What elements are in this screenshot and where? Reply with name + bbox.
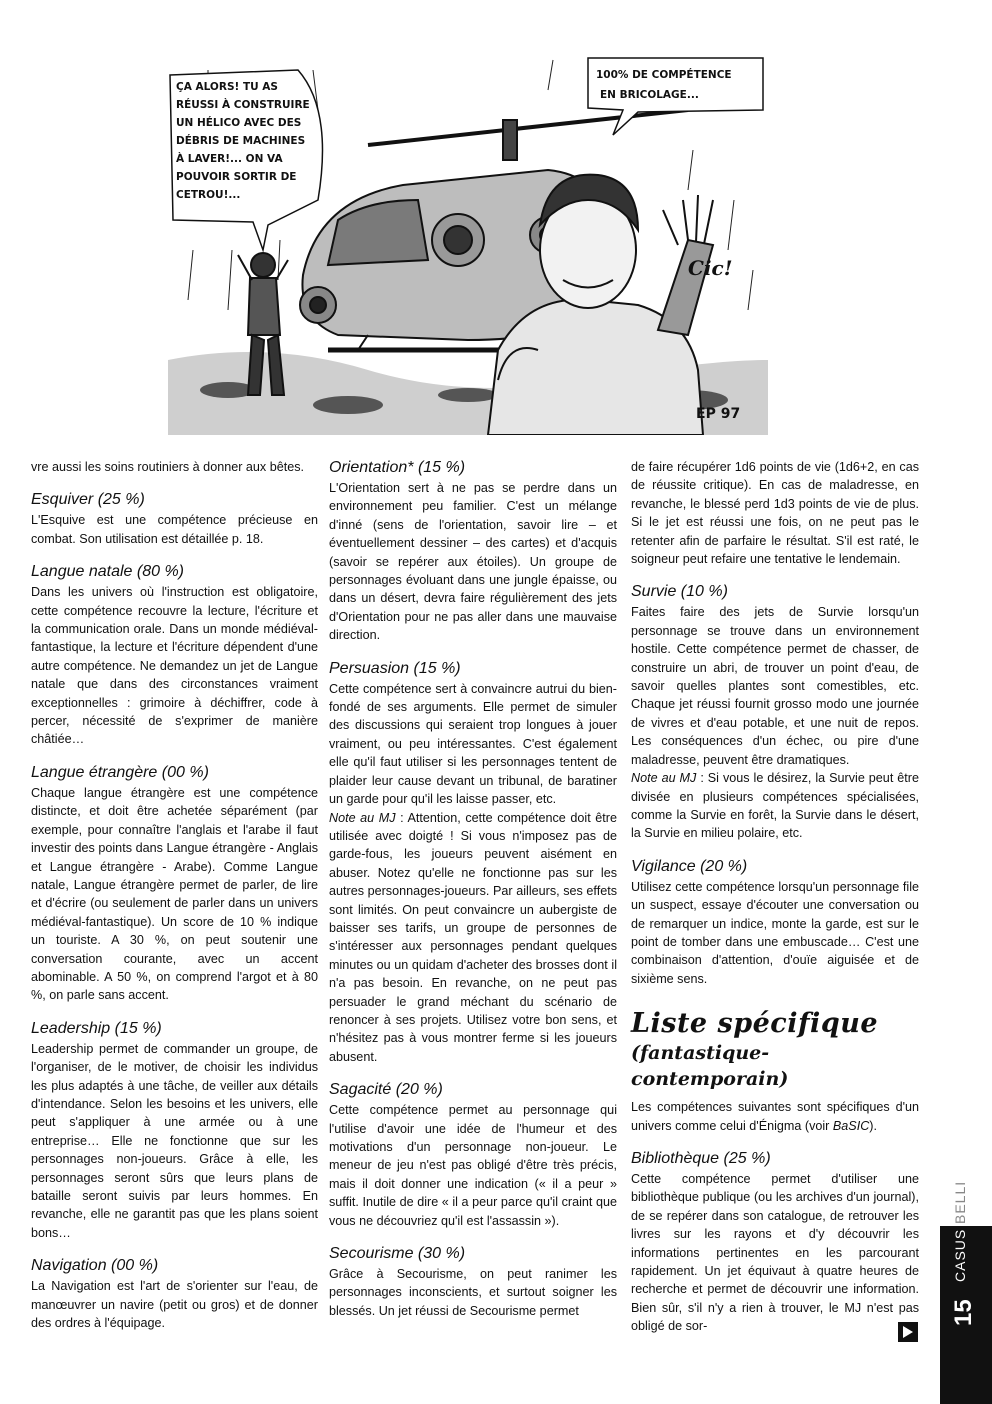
paragraph: Cette compétence permet au personnage qui l'utilise d'avoir une idée de l'humeur et des motivations d'un personnage non-joueur. Le meneur de jeu n'est pas obligé d'être très précis, mais il doit donner une indication (« il a peur » suffit. Inutile de dire « il a peur parce qu'il craint que vous ne découvriez qu'il est l'assassin »). [329,1103,617,1228]
section-heading: Orientation* (15 %) [329,459,466,476]
section-heading: Persuasion (15 %) [329,659,461,677]
paragraph: de faire récupérer 1d6 points de vie (1d6+2, en cas de réussite critique). En cas de maladresse, en revanche, le blessé perd 1d3 points de vie de plus. Si le jet est réussi une fois, on ne peut pas le retenter afin de parfaire le résultat. S'il est raté, le soigneur peut refaire une tentative le lendemain. [631,460,919,567]
bubble-right-line: EN BRICOLAGE... [600,89,699,101]
section-heading: Vigilance (20 %) [631,857,748,875]
gm-note-label: Note au MJ [631,771,697,786]
section-heading: Bibliothèque (25 %) [631,1149,771,1167]
sound-effect-text: Cic! [688,256,733,280]
section-heading: Leadership (15 %) [31,1019,162,1037]
bubble-left-line: CETROU!... [176,189,241,201]
paragraph: L'Orientation sert à ne pas se perdre dans un environnement peu familier. C'est un mélange d'inné (sens de l'orientation, savoir lire – et éventuellement dessiner – des cartes) et d'acquis (savoir se repérer aux étoiles). Un groupe de personnages évoluant dans une jungle épaisse, ou dans un désert, devra faire régulièrement des jets d'Orientation pour ne pas aller dans une mauvaise direction. [329,481,617,643]
gm-note-text: : Attention, cette compétence doit être utilisée avec doigté ! Si vous n'imposez pas de garde-fous, les joueurs peuvent aisément en abuser. Notez qu'elle ne fonctionne pas sur les autres personnages-joueurs. Par ailleurs, ses effets sont limités. On peut convaincre un aubergiste de baisser ses tarifs, un groupe de personnes de s'intéresser aux personnages pendant quelques minutes ou un quidam d'acheter des brosses dont il n'a pas besoin. En revanche, on ne peut pas persuader le grand méchant du scénario de renoncer à ses projets. Utilisez votre bon sens, et n'hésitez pas à vous montrer ferme si les joueurs abusent. [329,810,617,1064]
paragraph: Cette compétence sert à convaincre autrui du bien-fondé de ses arguments. Elle permet de simuler des discussions qui seraient trop longues à jouer vraiment, ou peu intéressantes. C'est également elle qu'il faut utiliser si les personnages tentent de plaider leur cause devant un tribunal, de baratiner un garde pour qu'il les laisse passer, etc. [329,681,617,807]
bubble-left-line: RÉUSSI À CONSTRUIRE [176,99,310,111]
right-triangle-icon [898,1322,918,1342]
comic-illustration [168,50,768,435]
paragraph: Dans les univers où l'instruction est obligatoire, cette compétence recouvre la lecture, l'écriture et la communication orale. Dans un monde médiéval-fantastique, la lecture et l'écriture dépendent d'une autre compétence. Ne demandez un jet de Langue natale que dans des circonstances vraiment exceptionnelles : grimoire à déchiffrer, code à percer, nécessité de s'exprimer de manière châtiée… [31,585,318,747]
list-subtitle: (fantastique-contemporain) [631,1042,789,1091]
section-heading: Esquiver (25 %) [31,491,145,509]
magazine-name: CASUS [952,1228,968,1282]
paragraph: Grâce à Secourisme, on peut ranimer les personnages inconscients, et surtout soigner les blessés. Un jet réussi de Secourisme permet [329,1267,617,1318]
section-heading: Secourisme (30 %) [329,1245,466,1263]
basic-reference: BaSIC [832,1118,870,1133]
bubble-left-line: UN HÉLICO AVEC DES [176,117,302,129]
bubble-left-line: ÇA ALORS! TU AS [176,81,278,93]
bubble-right-line: 100% DE COMPÉTENCE [596,69,732,81]
gm-note [329,809,617,1067]
section-heading: Langue natale (80 %) [31,563,184,581]
paragraph: La Navigation est l'art de s'orienter sur l'eau, de manœuvrer un navire (petit ou gros) et de donner des ordres à l'équipage. [31,1279,318,1331]
section-heading: Langue étrangère (00 %) [31,763,209,781]
paragraph: Cette compétence permet d'utiliser une bibliothèque publique (ou les archives d'un journal), de se repérer dans son catalogue, de retrouver les livres sur les rayons et d'y découvrir les informations pertinentes en les parcourant rapidement. Un jet équivaut à quatre heures de recherche et permet de découvrir une information. Bien sûr, s'il n'y a rien à trouver, le MJ n'est pas obligé de sor- [631,1171,919,1334]
bubble-left-line: DÉBRIS DE MACHINES [176,135,306,147]
paragraph: Faites faire des jets de Survie lorsqu'un personnage se trouve dans un environnement hostile. Cette compétence permet de chasser, de construire un abri, de trouver un point d'eau, de savoir quelles plantes sont comestibles, etc. Chaque jet réussi fournit grosso modo une journée de vivres et d'eau potable, et une nuit de repos. Les conséquences d'un échec, ou pire d'une maladresse, peuvent être dramatiques. [631,605,919,767]
paragraph: L'Esquive est une compétence précieuse en combat. Son utilisation est détaillée p. 18. [31,513,318,546]
text-span: ). [869,1118,877,1133]
paragraph: vre aussi les soins routiniers à donner aux bêtes. [31,460,305,474]
paragraph: Leadership permet de commander un groupe, de l'organiser, de le motiver, de choisir les individus les plus adaptés à une tâche, de veiller aux détails d'intendance. Selon les besoins et les univers, elle peut s'appliquer à une armée ou à une entreprise… Elle ne fonctionne que sur les personnages non-joueurs. Grâce à elle, les personnages seront sûrs que leurs plans de bataille seront suivis par leurs hommes. En revanche, elle ne garantit pas que les plans soient bons… [31,1041,318,1240]
text-column-2 [329,458,617,1320]
paragraph: Utilisez cette compétence lorsqu'un personnage file un suspect, essaye d'écouter une conversation ou de remarquer un indice, monte la garde, est sur le point de tomber dans une embuscade… C'est une combinaison d'attention, d'ouïe aiguisée et de sixième sens. [631,879,919,986]
gm-note-text: : Si vous le désirez, la Survie peut être divisée en plusieurs compétences spécialisées, comme la Survie en forêt, la Survie dans le désert, la Survie en milieu polaire, etc. [631,771,919,841]
artist-signature: EP 97 [696,406,741,422]
bubble-left-line: À LAVER!... ON VA [176,153,283,165]
paragraph [631,1098,919,1135]
section-heading: Survie (10 %) [631,583,728,601]
bubble-left-line: POUVOIR SORTIR DE [176,171,297,183]
text-column-1 [31,458,318,1332]
text-span: Les compétences suivantes sont spécifiques d'un univers comme celui d'Énigma (voir [631,1100,919,1133]
gm-note [631,769,919,843]
magazine-name-suffix: BELLI [952,1180,968,1224]
section-heading: Navigation (00 %) [31,1257,159,1275]
section-heading: Sagacité (20 %) [329,1081,443,1099]
page-number: 15 [950,1299,977,1326]
paragraph: Chaque langue étrangère est une compétence distincte, et doit être achetée séparément (par exemple, pour connaître l'anglais et l'arabe il faut investir des points dans Langue étrangère - Anglais et Langue étrangère - Arabe). Comme Langue natale, Langue étrangère permet de parler, de lire et d'écrire (ou seulement de parler dans un univers médiéval-fantastique). Un score de 10 % indique un touriste. A 30 %, on peut soutenir une conversation courante, avec un accent abominable. A 50 %, on comprend l'argot et à 80 %, on parle sans accent. [31,785,318,1003]
list-title: Liste spécifique [631,1008,879,1040]
text-column-3 [631,458,919,1336]
gm-note-label: Note au MJ [329,810,396,825]
